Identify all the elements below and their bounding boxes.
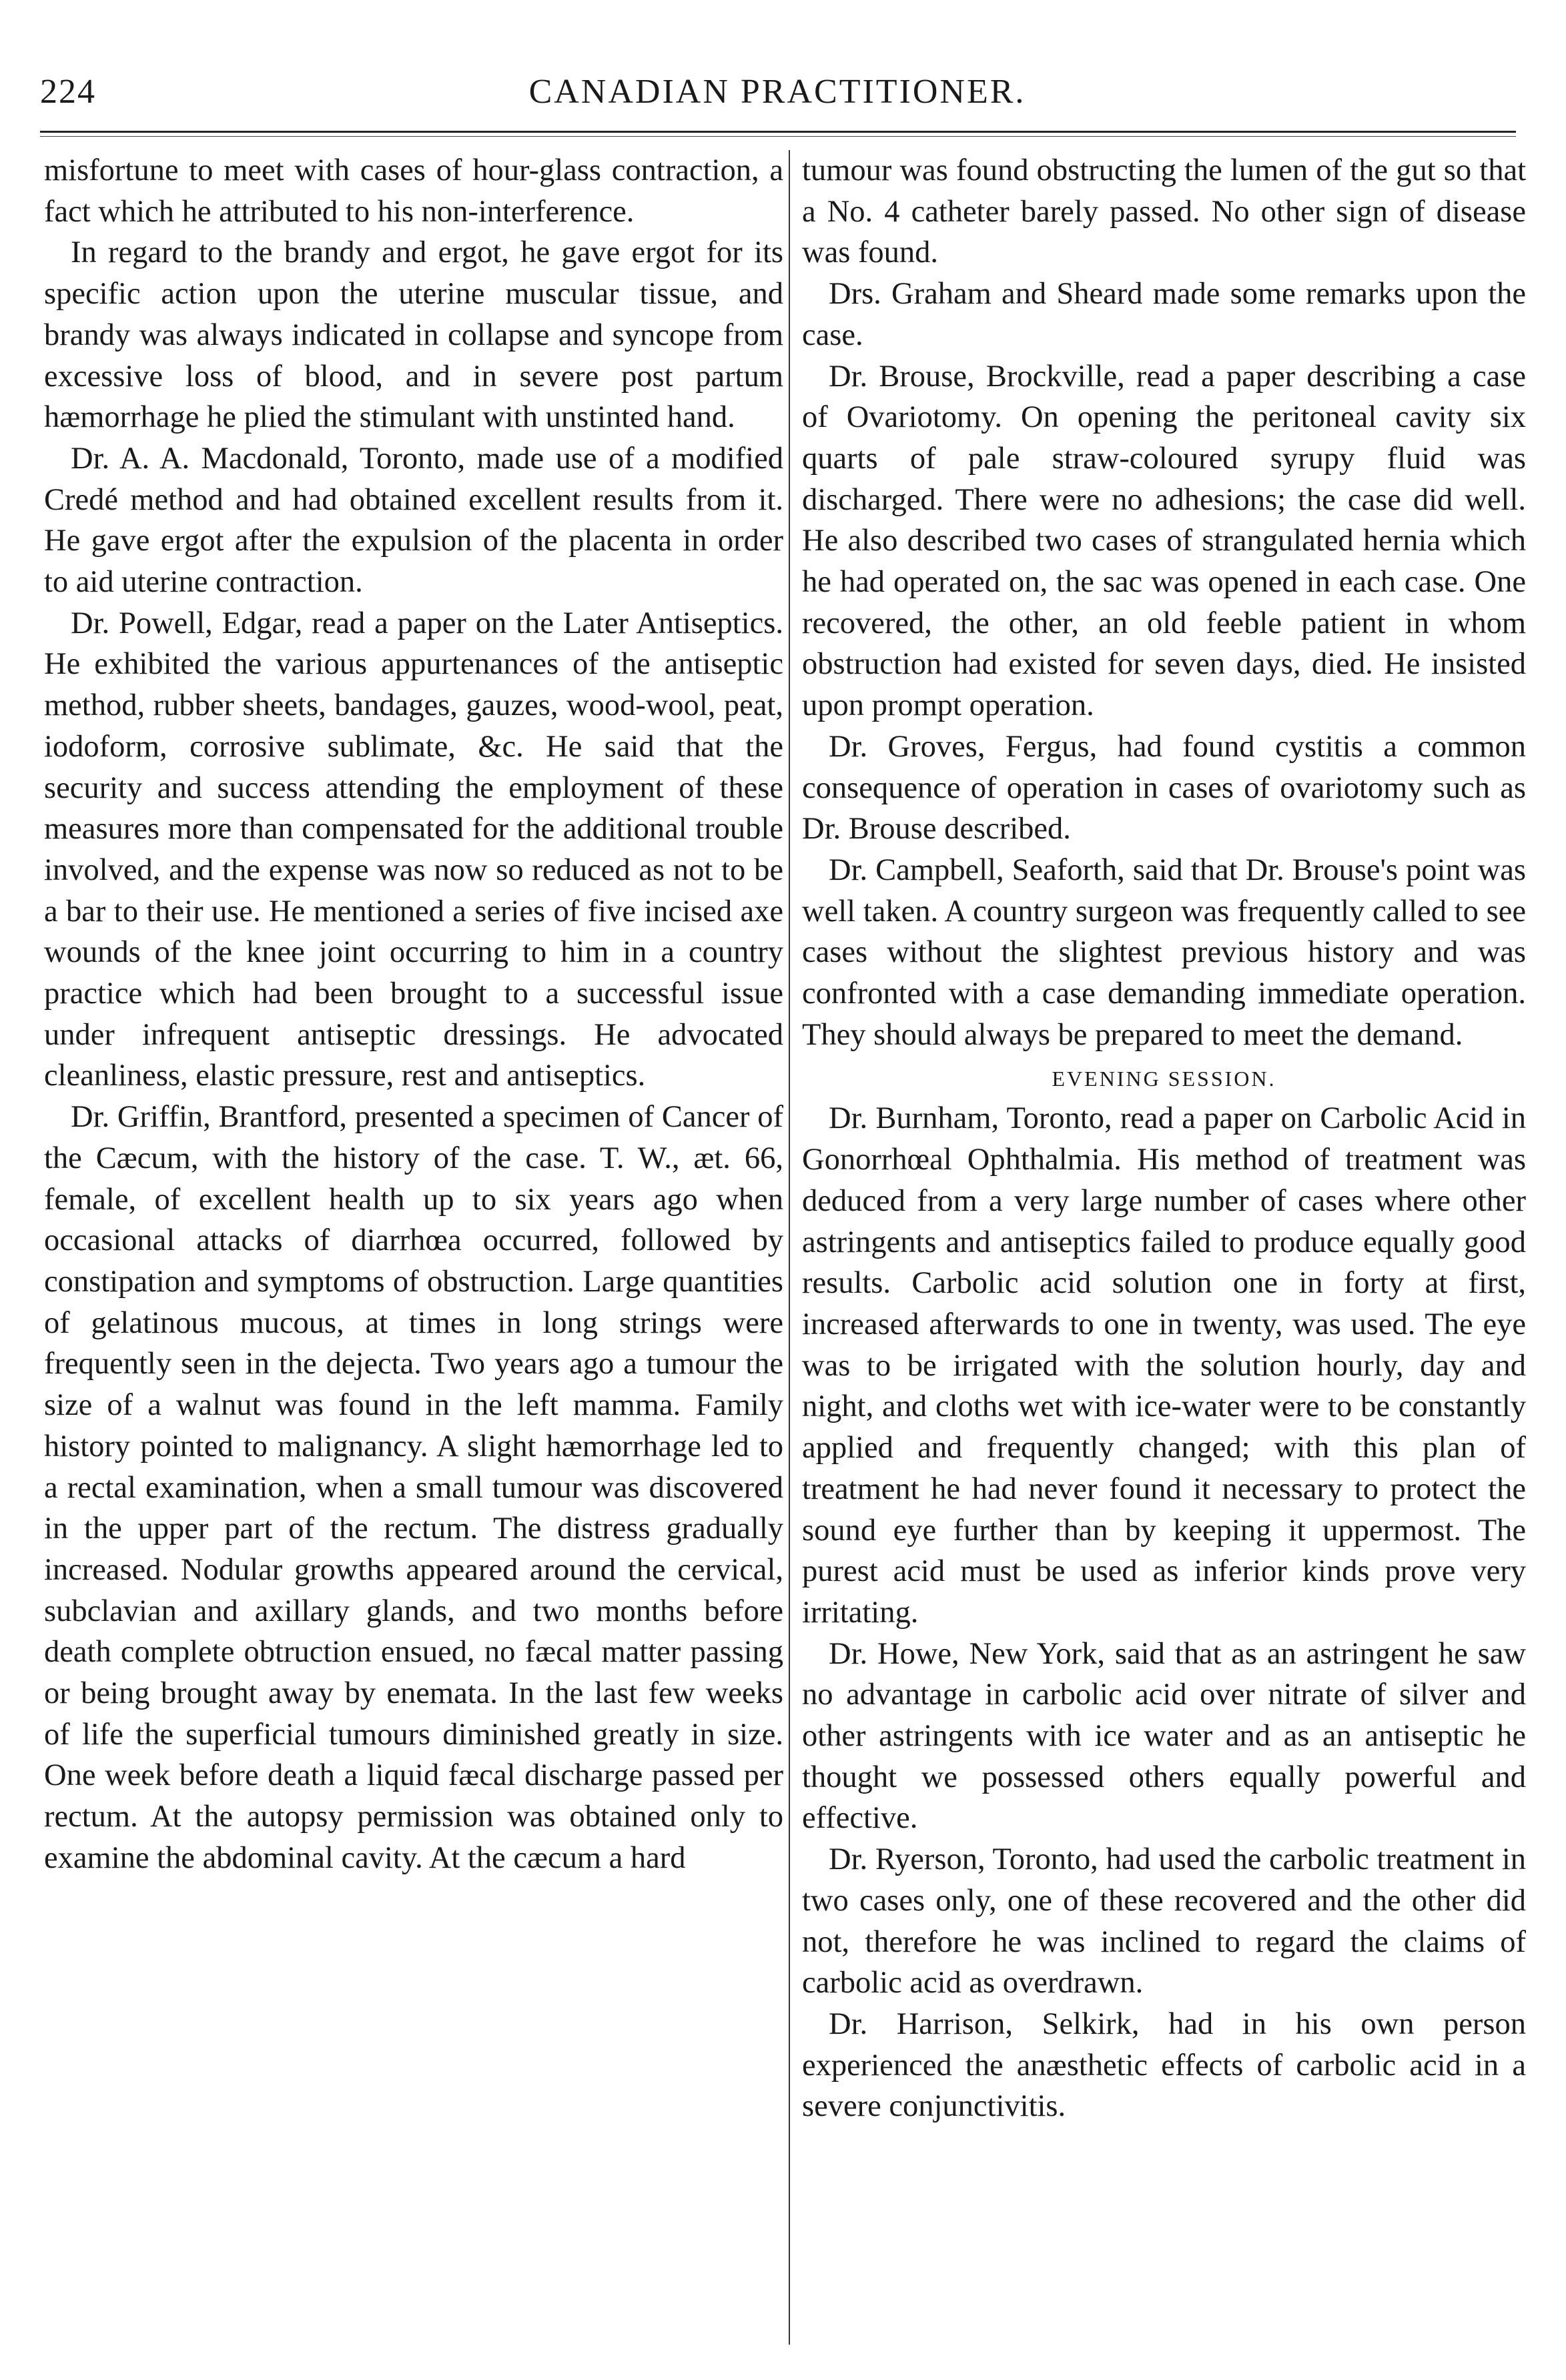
paragraph: tumour was found obstructing the lumen of the gut so that a No. 4 catheter barely passed. No other sign of disease was found. <box>802 153 1526 270</box>
paragraph: Dr. Brouse, Brockville, read a paper describing a case of Ovariotomy. On opening the peritoneal cavity six quarts of pale straw-coloured syrupy fluid was discharged. There were no adhesions; the case did well. He also described two cases of strangulated hernia which he had operated on, the sac was opened in each case. One recovered, the other, an old feeble patient in whom obstruction had existed for seven days, died. He insisted upon prompt operation. <box>802 359 1526 723</box>
page-number: 224 <box>40 73 96 111</box>
paragraph: misfortune to meet with cases of hour-glass contraction, a fact which he attributed to his non-interference. <box>44 153 783 229</box>
left-column <box>44 150 783 2345</box>
paragraph: Dr. Howe, New York, said that as an astringent he saw no advantage in carbolic acid over nitrate of silver and other astringents with ice water and as an antiseptic he thought we possessed others equally powerful and effective. <box>802 1636 1526 1836</box>
paragraph: Dr. Powell, Edgar, read a paper on the Later Antiseptics. He exhibited the various appurtenances of the antiseptic method, rubber sheets, bandages, gauzes, wood-wool, peat, iodoform, corrosive sublimate, &c. He said that the security and success attending the employment of these measures more than compensated for the additional trouble involved, and the expense was now so reduced as not to be a bar to their use. He mentioned a series of five incised axe wounds of the knee joint occurring to him in a country practice which had been brought to a successful issue under infrequent antiseptic dressings. He advocated cleanliness, elastic pressure, rest and antiseptics. <box>44 606 783 1093</box>
running-title: CANADIAN PRACTITIONER. <box>528 73 1026 111</box>
right-column <box>802 150 1526 2345</box>
paragraph: Dr. Harrison, Selkirk, had in his own person experienced the anæsthetic effects of carbolic acid in a severe conjunctivitis. <box>802 2006 1526 2124</box>
paragraph: Dr. Campbell, Seaforth, said that Dr. Brouse's point was well taken. A country surgeon was frequently called to see cases without the slightest previous history and was confronted with a case demanding immediate operation. They should always be prepared to meet the demand. <box>802 852 1526 1052</box>
section-heading: EVENING SESSION. <box>1052 1067 1276 1091</box>
paragraph: Drs. Graham and Sheard made some remarks upon the case. <box>802 277 1526 352</box>
column-divider <box>789 150 790 2345</box>
paragraph: In regard to the brandy and ergot, he gave ergot for its specific action upon the uterine muscular tissue, and brandy was always indicated in collapse and syncope from excessive loss of blood, and in severe post partum hæmorrhage he plied the stimulant with unstinted hand. <box>44 235 783 435</box>
paragraph: Dr. Ryerson, Toronto, had used the carbolic treatment in two cases only, one of these recovered and the other did not, therefore he was inclined to regard the claims of carbolic acid as overdrawn. <box>802 1842 1526 2000</box>
paragraph: Dr. Burnham, Toronto, read a paper on Carbolic Acid in Gonorrhœal Ophthalmia. His method of treatment was deduced from a very large number of cases where other astringents and antiseptics failed to produce equally good results. Carbolic acid solution one in forty at first, increased afterwards to one in twenty, was used. The eye was to be irrigated with the solution hourly, day and night, and cloths wet with ice-water were to be constantly applied and frequently changed; with this plan of treatment he had never found it necessary to protect the sound eye further than by keeping it uppermost. The purest acid must be used as inferior kinds prove very irritating. <box>802 1101 1526 1630</box>
header-rule <box>40 131 1516 133</box>
paragraph: Dr. Griffin, Brantford, presented a specimen of Cancer of the Cæcum, with the history of the case. T. W., æt. 66, female, of excellent health up to six years ago when occasional attacks of diarrhœa occurred, followed by constipation and symptoms of obstruction. Large quantities of gelatinous mucous, at times in long strings were frequently seen in the dejecta. Two years ago a tumour the size of a walnut was found in the left mamma. Family history pointed to malignancy. A slight hæmorrhage led to a rectal examination, when a small tumour was discovered in the upper part of the rectum. The distress gradually increased. Nodular growths appeared around the cervical, subclavian and axillary glands, and two months before death complete obtruction ensued, no fæcal matter passing or being brought away by enemata. In the last few weeks of life the superficial tumours diminished greatly in size. One week before death a liquid fæcal discharge passed per rectum. At the autopsy permission was obtained only to examine the abdominal cavity. At the cæcum a hard <box>44 1100 783 1875</box>
page-header <box>40 65 1515 125</box>
paragraph: Dr. A. A. Macdonald, Toronto, made use of a modified Credé method and had obtained excellent results from it. He gave ergot after the expulsion of the placenta in order to aid uterine contraction. <box>44 441 783 600</box>
paragraph: Dr. Groves, Fergus, had found cystitis a common consequence of operation in cases of ovariotomy such as Dr. Brouse described. <box>802 729 1526 846</box>
header-rule-thin <box>40 136 1516 137</box>
